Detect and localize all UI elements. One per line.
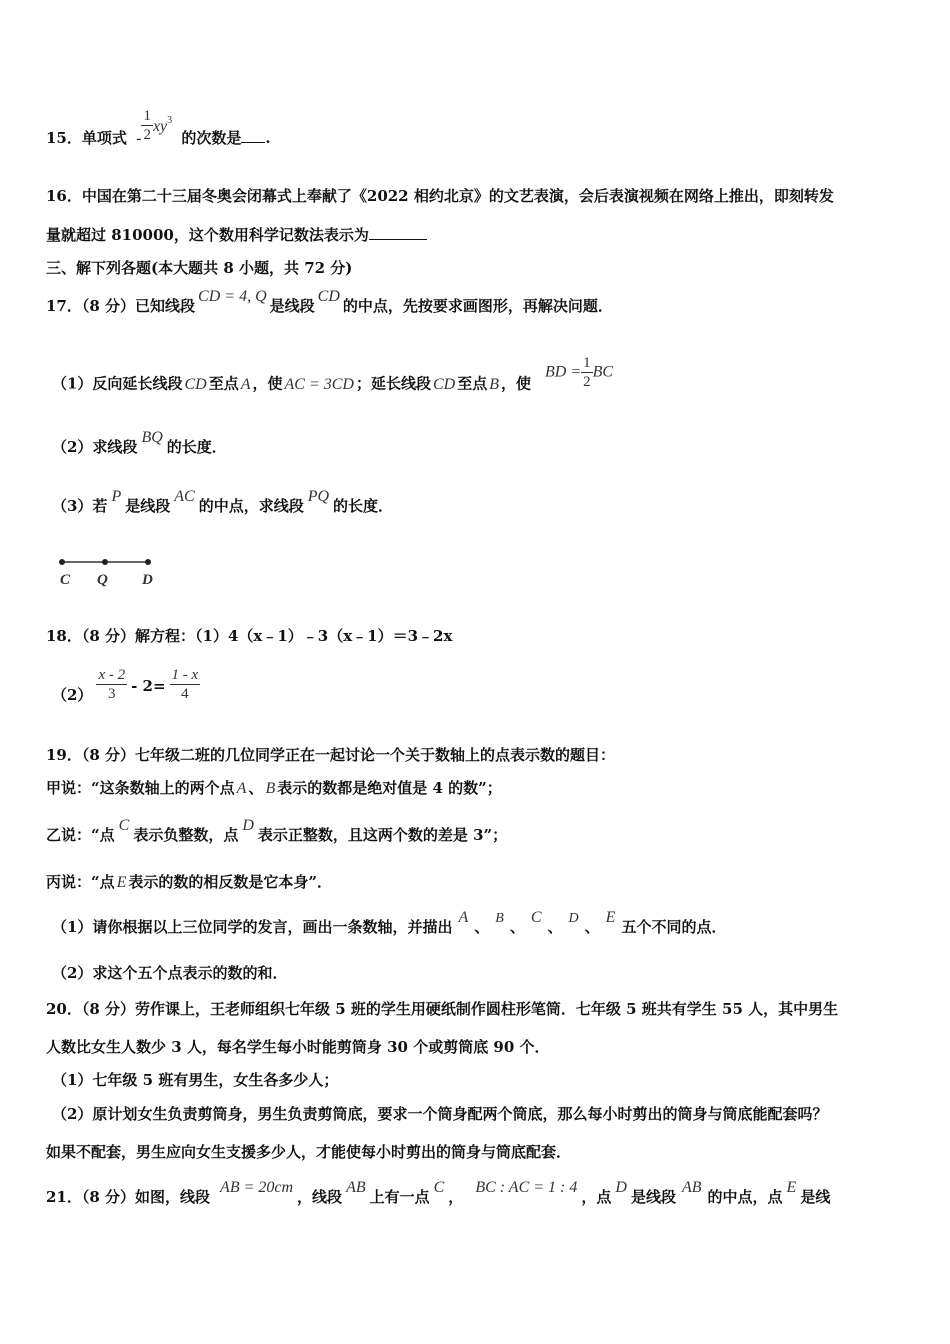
question-16-line1: 16．中国在第二十三届冬奥会闭幕式上奉献了《2022 相约北京》的文艺表演，会后表演视频在网络上推出，即刻转发 xyxy=(46,187,834,205)
label-d: D xyxy=(142,572,153,588)
question-19-line1: 19．（8 分）七年级二班的几位同学正在一起讨论一个关于数轴上的点表示数的题目： xyxy=(46,746,616,764)
question-number: 15． xyxy=(46,129,82,147)
question-18-part2: （2） $\frac{x - 2}{3}$ - 2= $\frac{1 - x}{4}$ xyxy=(52,667,199,704)
question-17-part2: （2）求线段BQ的长度． xyxy=(52,429,227,456)
question-19-jia: 甲说：“这条数轴上的两个点 A 、 B 表示的数都是绝对值是 4 的数”； xyxy=(46,779,502,797)
label-c: C xyxy=(60,572,71,588)
question-20-line1: 20．（8 分）劳作课上，王老师组织七年级 5 班的学生用硬纸制作圆柱形笔筒．七年级 5 班共有学生 55 人，其中男生 xyxy=(46,1000,839,1018)
question-15: 15．单项式 - $\frac{1}{2}$ $xy^3$ 的次数是 . xyxy=(46,107,271,147)
fraction: $\frac{1}{2}$ xyxy=(143,107,151,143)
segment-figure xyxy=(50,555,160,591)
question-18-line1: 18．（8 分）解方程：（1）4（x﹣1）﹣3（x﹣1）＝3﹣2x xyxy=(46,627,453,645)
answer-blank xyxy=(241,142,265,143)
point-q xyxy=(102,559,108,565)
question-20-line2: 人数比女生人数少 3 人，每名学生每小时能剪筒身 30 个或剪筒底 90 个． xyxy=(46,1038,550,1056)
question-17-part3: （3）若P是线段AC的中点，求线段PQ的长度． xyxy=(52,488,394,515)
section-heading: 三、解下列各题(本大题共 8 小题，共 72 分) xyxy=(46,259,353,277)
question-19-yi: 乙说：“点C表示负整数，点D表示正整数，且这两个数的差是 3”； xyxy=(46,817,508,844)
question-19-part2: （2）求这个五个点表示的数的和． xyxy=(52,964,288,982)
question-17-part1: （1）反向延长线段 CD 至点 A ，使 AC = 3CD ；延长线段 CD 至点 B ，使BD = $\frac{1}{2}$ BC xyxy=(52,355,614,393)
question-20-line5: 如果不配套，男生应向女生支援多少人，才能使每小时剪出的筒身与筒底配套． xyxy=(46,1143,572,1161)
question-20-part1: （1）七年级 5 班有男生，女生各多少人； xyxy=(52,1071,339,1089)
question-21: 21．（8 分）如图，线段AB = 20cm，线段AB上有一点C，BC : AC = 1 : 4，点D是线段AB的中点，点E是线 xyxy=(46,1179,831,1206)
label-q: Q xyxy=(97,572,108,588)
question-19-part1: （1）请你根据以上三位同学的发言，画出一条数轴，并描出A、 B 、C、 D 、E五个不同的点． xyxy=(52,909,727,936)
fraction: $\frac{1 - x}{4}$ xyxy=(171,667,199,702)
answer-blank xyxy=(369,239,427,240)
point-d xyxy=(145,559,151,565)
fraction: $\frac{1}{2}$ xyxy=(583,355,591,390)
point-c xyxy=(59,559,65,565)
fraction: $\frac{x - 2}{3}$ xyxy=(98,667,126,702)
question-16-line2: 量就超过 810000，这个数用科学记数法表示为 xyxy=(46,225,427,245)
question-17-stem: 17．（8 分）已知线段CD = 4, Q是线段CD的中点，先按要求画图形，再解决问题． xyxy=(46,288,613,315)
question-20-part2: （2）原计划女生负责剪筒身，男生负责剪筒底，要求一个筒身配两个筒底，那么每小时剪出的筒身与筒底能配套吗？ xyxy=(52,1105,828,1123)
question-19-bing: 丙说：“点 E 表示的数的相反数是它本身”． xyxy=(46,873,333,891)
